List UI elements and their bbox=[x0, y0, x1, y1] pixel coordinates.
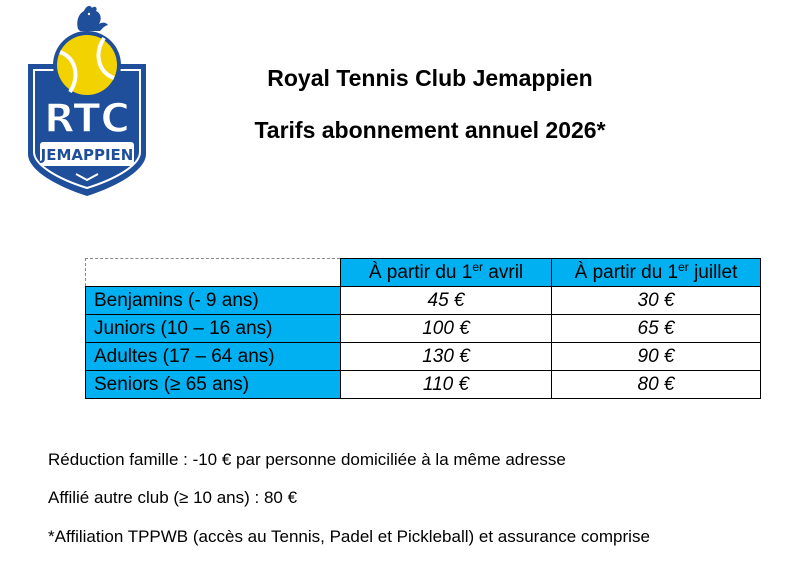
price-seniors-july: 80 € bbox=[552, 371, 761, 399]
family-reduction-note: Réduction famille : -10 € par personne domiciliée à la même adresse bbox=[48, 450, 566, 469]
price-seniors-april: 110 € bbox=[341, 371, 552, 399]
tppwb-note: *Affiliation TPPWB (accès au Tennis, Padel et Pickleball) et assurance comprise bbox=[48, 527, 650, 546]
table-row bbox=[86, 287, 761, 315]
tarifs-subtitle: Tarifs abonnement annuel 2026* bbox=[254, 117, 606, 143]
price-juniors-july: 65 € bbox=[552, 315, 761, 343]
column-header-april-suffix: avril bbox=[483, 261, 524, 283]
other-club-note: Affilié autre club (≥ 10 ans) : 80 € bbox=[48, 488, 298, 507]
column-header-july-ordinal: er bbox=[678, 259, 689, 274]
column-header-july bbox=[552, 259, 761, 287]
logo-rtc-text: RTC bbox=[44, 96, 130, 142]
price-adultes-july: 90 € bbox=[552, 343, 761, 371]
price-benjamins-april: 45 € bbox=[341, 287, 552, 315]
price-benjamins-july: 30 € bbox=[552, 287, 761, 315]
rtc-logo bbox=[18, 2, 156, 198]
table-row bbox=[86, 315, 761, 343]
column-header-july-prefix: À partir du 1 bbox=[574, 261, 679, 283]
price-juniors-april: 100 € bbox=[341, 315, 552, 343]
row-category-seniors: Seniors (≥ 65 ans) bbox=[86, 371, 341, 399]
column-header-april bbox=[341, 259, 552, 287]
column-header-april-ordinal: er bbox=[472, 259, 484, 274]
table-row bbox=[86, 371, 761, 399]
column-header-april-prefix: À partir du 1 bbox=[368, 261, 473, 283]
club-name-title: Royal Tennis Club Jemappien bbox=[267, 65, 593, 91]
table-corner-cell bbox=[86, 259, 341, 287]
table-row bbox=[86, 343, 761, 371]
price-table bbox=[85, 258, 761, 399]
rooster-icon bbox=[77, 6, 108, 31]
row-category-benjamins: Benjamins (- 9 ans) bbox=[86, 287, 341, 315]
price-adultes-april: 130 € bbox=[341, 343, 552, 371]
table-header-row bbox=[86, 259, 761, 287]
tennis-ball-icon bbox=[53, 31, 121, 99]
row-category-juniors: Juniors (10 – 16 ans) bbox=[86, 315, 341, 343]
row-category-adultes: Adultes (17 – 64 ans) bbox=[86, 343, 341, 371]
column-header-july-suffix: juillet bbox=[688, 261, 738, 283]
rtc-logo-graphic bbox=[18, 2, 156, 198]
logo-jemappien-text: JEMAPPIEN bbox=[40, 146, 134, 164]
